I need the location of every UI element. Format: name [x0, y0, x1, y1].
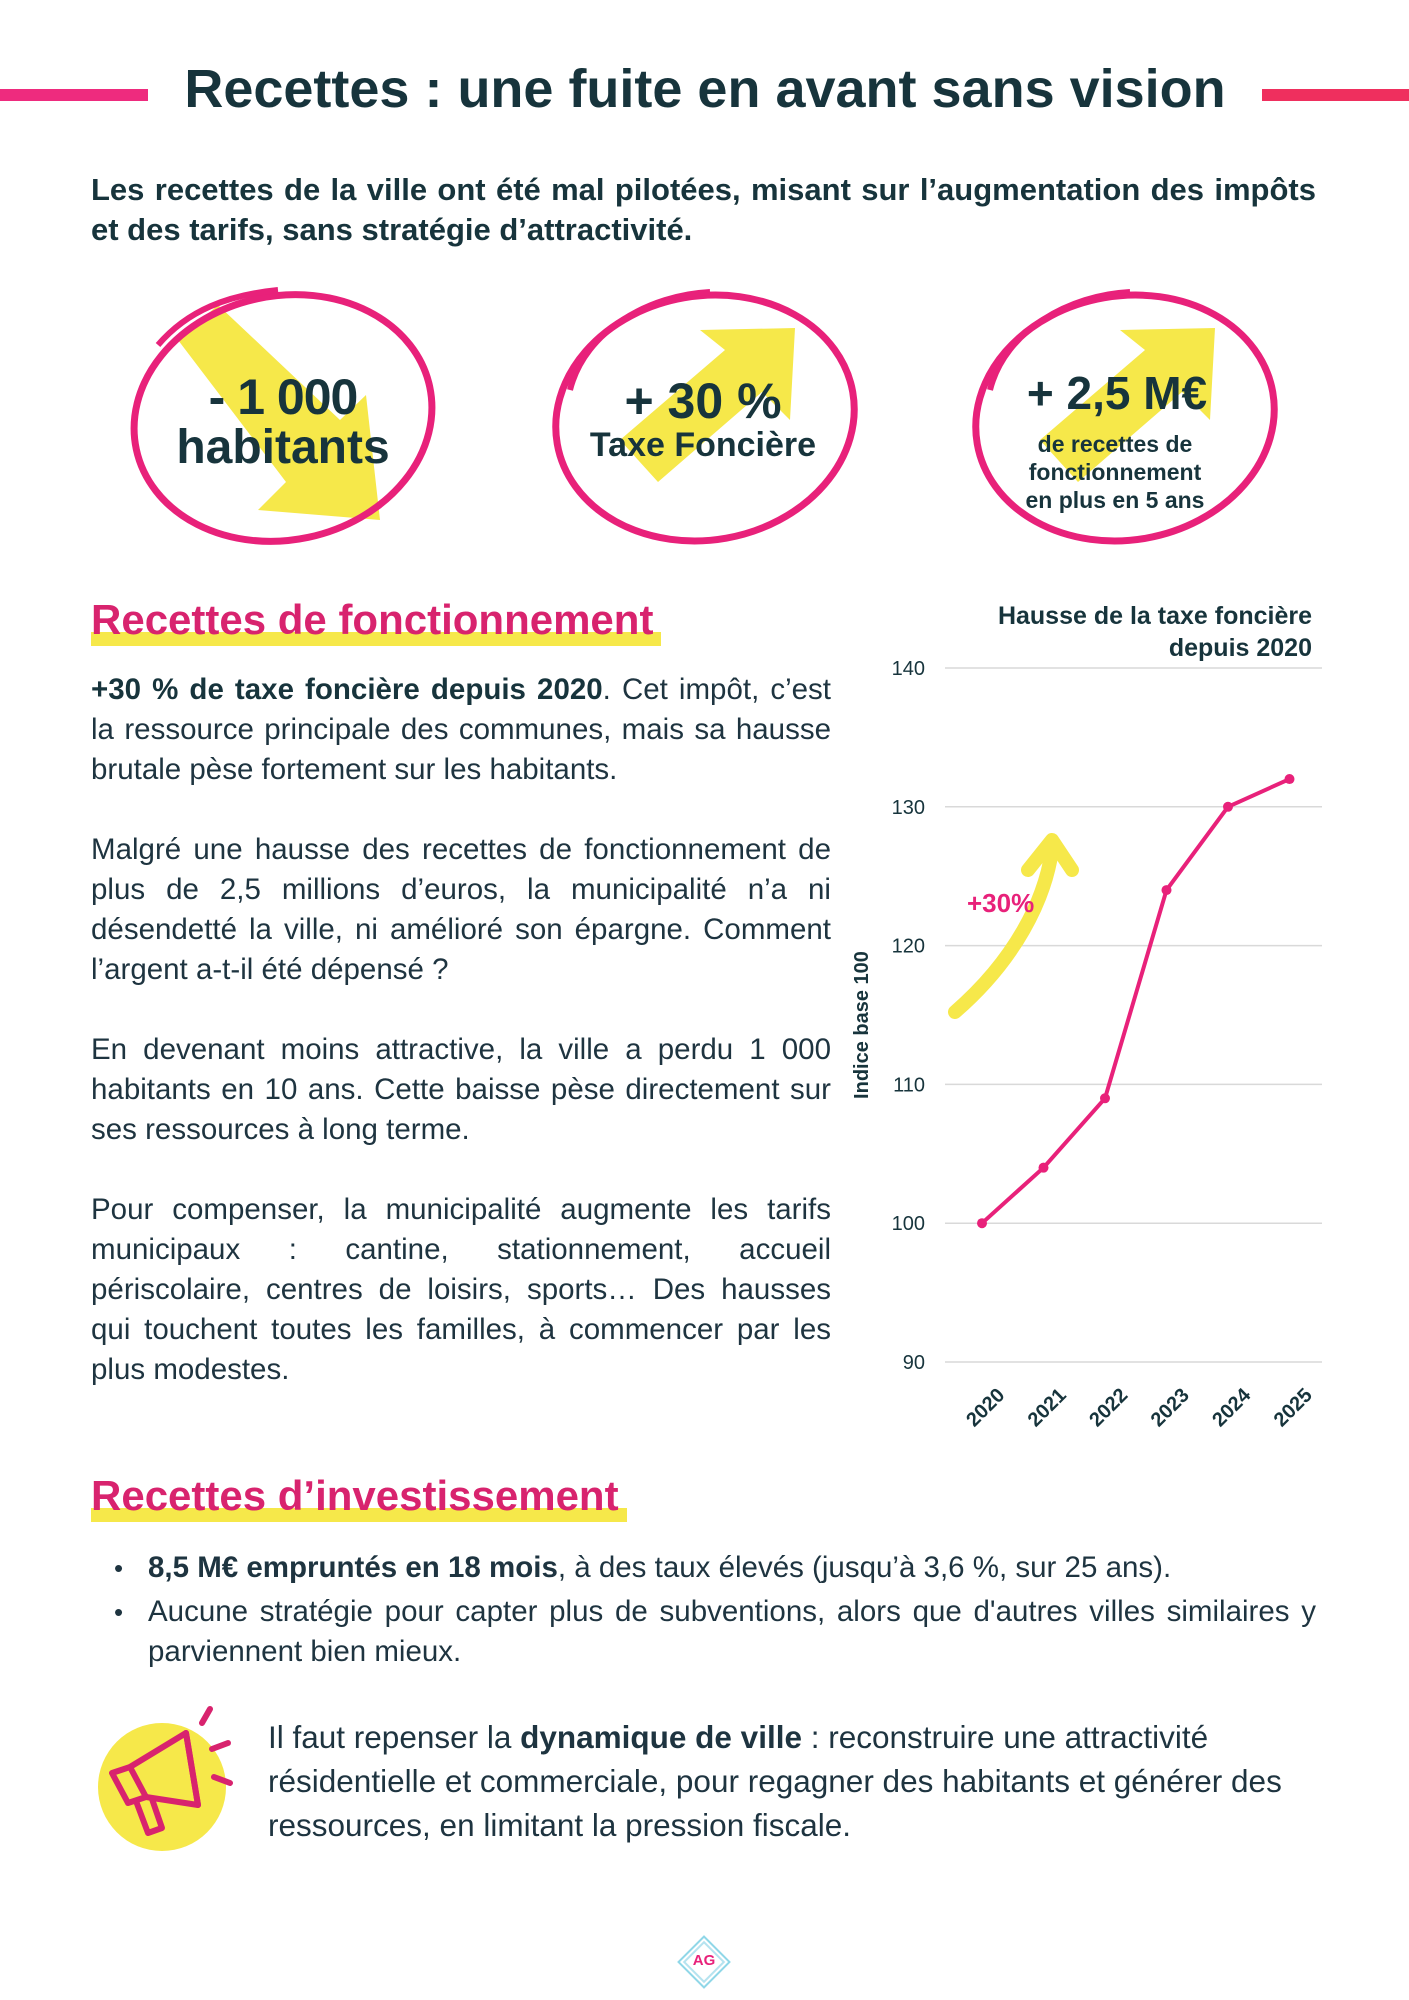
chart-title-line: Hausse de la taxe foncière	[997, 602, 1312, 630]
kpi-value: + 2,5 M€	[1026, 367, 1208, 419]
title-bar-right	[1262, 89, 1409, 101]
page-title: Recettes : une fuite en avant sans vision	[184, 59, 1226, 119]
callout-pre: Il faut repenser la	[268, 1719, 521, 1755]
x-tick-label: 2022	[1085, 1384, 1133, 1432]
callout-post: : reconstruire une attractivité résidentielle et commerciale, pour regagner des habitants et générer des ressources, en limitant la pression fiscale.	[268, 1719, 1282, 1843]
fonctionnement-body	[91, 670, 831, 1430]
y-axis-label: Indice base 100	[851, 951, 873, 1099]
paragraph: Malgré une hausse des recettes de fonctionnement de plus de 2,5 millions d’euros, la municipalité n’a ni désendetté la ville, ni amélioré son épargne. Comment l’argent a-t-il été dépensé ?	[91, 833, 831, 986]
y-tick-label: 120	[891, 935, 925, 958]
callout-text	[268, 1715, 1316, 1847]
kpi-taxe-fonciere	[540, 270, 870, 570]
logo-text: AG	[692, 1952, 716, 1969]
x-tick-label: 2024	[1208, 1384, 1256, 1432]
megaphone-icon	[90, 1705, 240, 1855]
x-tick-label: 2025	[1269, 1384, 1317, 1432]
kpi-value: - 1 000	[208, 369, 358, 425]
data-point	[1162, 885, 1172, 895]
callout-bold: dynamique de ville	[520, 1719, 802, 1755]
data-point	[1285, 774, 1295, 784]
up-arrow-icon	[960, 270, 1290, 570]
title-bar-left	[0, 89, 148, 101]
y-tick-label: 130	[891, 796, 925, 819]
list-item	[110, 1548, 1316, 1588]
series-line	[982, 779, 1290, 1223]
data-point	[977, 1218, 987, 1228]
data-point	[1223, 802, 1233, 812]
section-heading-fonctionnement: Recettes de fonctionnement	[91, 594, 661, 646]
list-item: • Aucune stratégie pour capter plus de subventions, alors que d'autres villes similaires y parviennent bien mieux.	[110, 1592, 1316, 1672]
kpi-label: habitants	[176, 421, 390, 474]
section-heading-investissement: Recettes d’investissement	[91, 1470, 627, 1522]
y-tick-label: 140	[891, 658, 925, 680]
kpi-label-line: de recettes de	[1037, 431, 1193, 457]
x-tick-label: 2023	[1146, 1384, 1194, 1432]
kpi-label: Taxe Foncière	[589, 426, 817, 464]
kpi-recettes	[960, 270, 1290, 570]
annotation-arrow	[955, 850, 1052, 1012]
paragraph	[91, 670, 831, 790]
y-tick-label: 110	[893, 1074, 925, 1097]
list-item-text: , à des taux élevés (jusqu’à 3,6 %, sur 25 ans).	[557, 1551, 1172, 1584]
data-point	[1100, 1093, 1110, 1103]
list-item-bold: 8,5 M€ empruntés en 18 mois	[148, 1551, 558, 1584]
y-tick-label: 90	[902, 1352, 925, 1374]
chart-title-line: depuis 2020	[1168, 634, 1312, 662]
paragraph-text: . Cet impôt, c’est la ressource principale des communes, mais sa hausse brutale pèse fortement sur les habitants.	[91, 673, 831, 786]
y-tick-label: 100	[891, 1213, 925, 1236]
kpi-value: + 30 %	[624, 373, 782, 429]
paragraph: En devenant moins attractive, la ville a perdu 1 000 habitants en 10 ans. Cette baisse pèse directement sur ses ressources à long terme.	[91, 1033, 831, 1146]
tax-line-chart	[840, 640, 1340, 1440]
paragraph: Pour compenser, la municipalité augmente les tarifs municipaux : cantine, stationnement, accueil périscolaire, centres de loisirs, sports… Des hausses qui touchent toutes les familles, à commencer par les plus modestes.	[91, 1193, 831, 1386]
investissement-list	[110, 1548, 1316, 1676]
paragraph-bold: +30 % de taxe foncière depuis 2020	[91, 673, 603, 706]
footer-logo	[672, 1930, 736, 1994]
annotation-label: +30%	[967, 888, 1035, 918]
intro-text: Les recettes de la ville ont été mal pilotées, misant sur l’augmentation des impôts et des tarifs, sans stratégie d’attractivité.	[91, 172, 1316, 247]
x-tick-label: 2021	[1023, 1384, 1071, 1432]
kpi-label-line: en plus en 5 ans	[1025, 487, 1205, 513]
kpi-label-line: fonctionnement	[1028, 459, 1202, 485]
x-tick-label: 2020	[962, 1384, 1010, 1432]
kpi-habitants	[118, 270, 448, 570]
data-point	[1039, 1163, 1049, 1173]
